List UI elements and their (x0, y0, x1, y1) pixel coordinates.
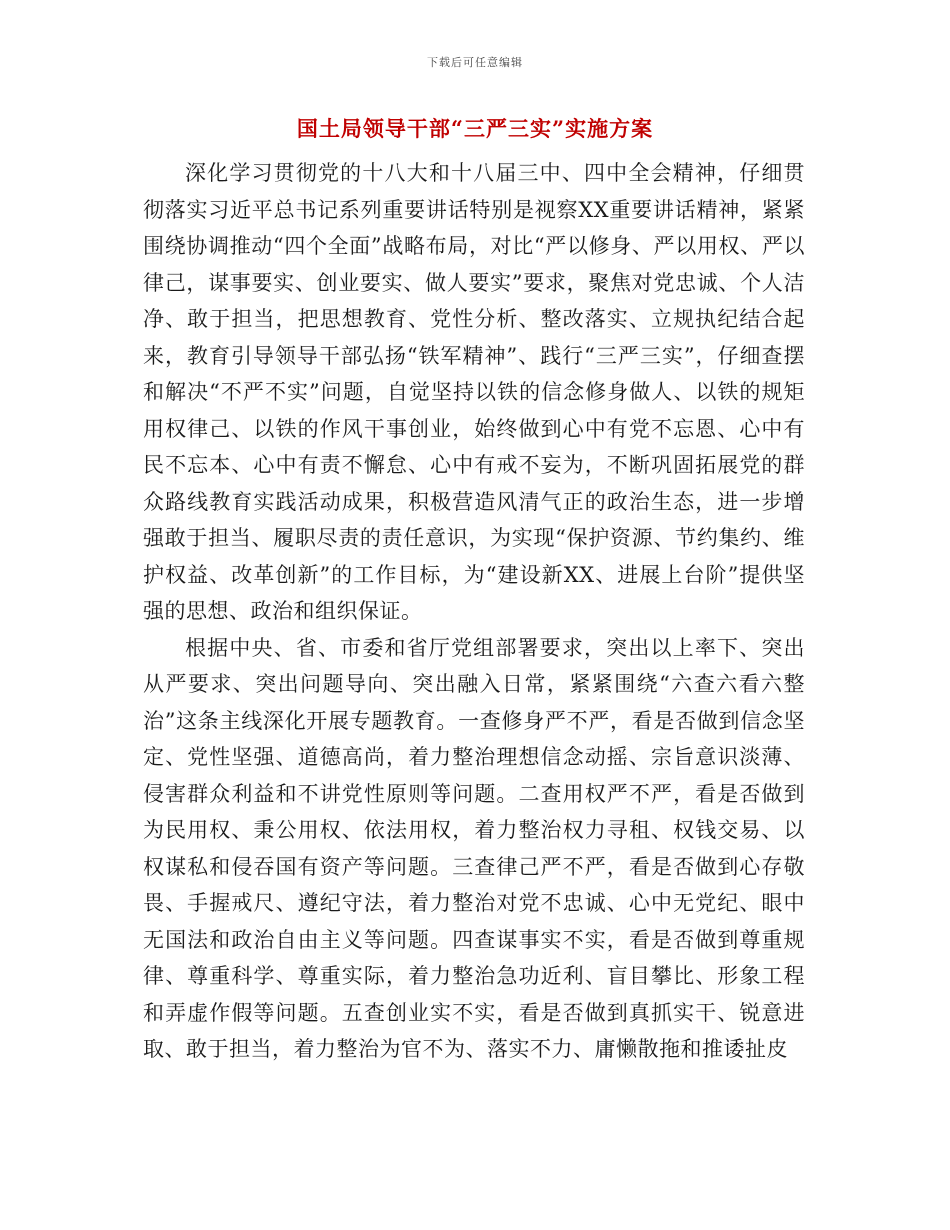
document-title: 国土局领导干部“三严三实”实施方案 (296, 116, 654, 141)
document-body (143, 155, 805, 1068)
paragraph-2: 根据中央、省、市委和省厅党组部署要求，突出以上率下、突出从严要求、突出问题导向、突出融入日常，紧紧围绕“六查六看六整治”这条主线深化开展专题教育。一查修身严不严，看是否做到信念坚定、党性坚强、道德高尚，着力整治理想信念动摇、宗旨意识淡薄、侵害群众利益和不讲党性原则等问题。二查用权严不严，看是否做到为民用权、秉公用权、依法用权，着力整治权力寻租、权钱交易、以权谋私和侵吞国有资产等问题。三查律己严不严，看是否做到心存敬畏、手握戒尺、遵纪守法，着力整治对党不忠诚、心中无党纪、眼中无国法和政治自由主义等问题。四查谋事实不实，看是否做到尊重规律、尊重科学、尊重实际，着力整治急功近利、盲目攀比、形象工程和弄虚作假等问题。五查创业实不实，看是否做到真抓实干、锐意进取、敢于担当，着力整治为官不为、落实不力、庸懒散拖和推诿扯皮 (143, 635, 805, 1061)
header-note: 下载后可任意编辑 (427, 56, 523, 69)
paragraph-1: 深化学习贯彻党的十八大和十八届三中、四中全会精神，仔细贯彻落实习近平总书记系列重要讲话特别是视察XX重要讲话精神，紧紧围绕协调推动“四个全面”战略布局，对比“严以修身、严以用权、严以律己，谋事要实、创业要实、做人要实”要求，聚焦对党忠诚、个人洁净、敢于担当，把思想教育、党性分析、整改落实、立规执纪结合起来，教育引导领导干部弘扬“铁军精神”、践行“三严三实”，仔细查摆和解决“不严不实”问题，自觉坚持以铁的信念修身做人、以铁的规矩用权律己、以铁的作风干事创业，始终做到心中有党不忘恩、心中有民不忘本、心中有责不懈怠、心中有戒不妄为，不断巩固拓展党的群众路线教育实践活动成果，积极营造风清气正的政治生态，进一步增强敢于担当、履职尽责的责任意识，为实现“保护资源、节约集约、维护权益、改革创新”的工作目标，为“建设新XX、进展上台阶”提供坚强的思想、政治和组织保证。 (143, 161, 805, 623)
